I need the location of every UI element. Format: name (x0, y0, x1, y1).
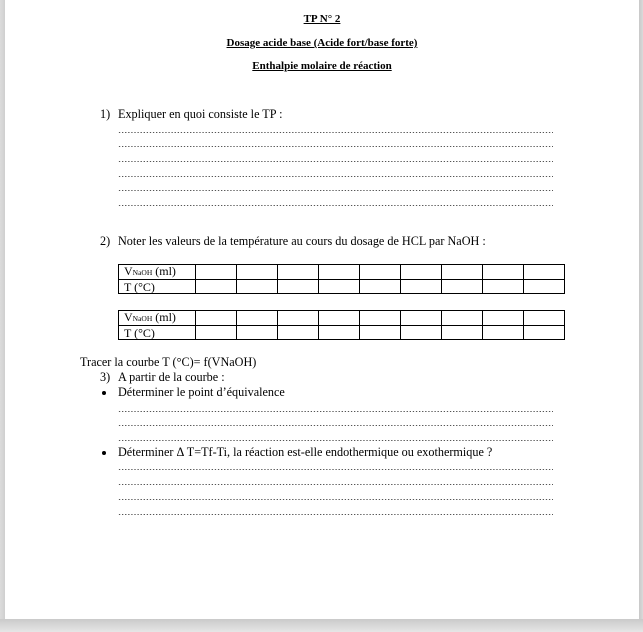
table-cell[interactable] (360, 265, 401, 280)
table-cell[interactable] (237, 311, 278, 326)
measurement-table-2 (118, 310, 565, 340)
table-cell[interactable] (196, 326, 237, 340)
table-cell[interactable] (319, 326, 360, 340)
table-cell[interactable] (442, 280, 483, 294)
table-row-volume (119, 311, 565, 326)
table-cell[interactable] (196, 311, 237, 326)
table-cell[interactable] (524, 326, 565, 340)
table-cell[interactable] (319, 311, 360, 326)
measurement-table-1 (118, 264, 565, 294)
table-cell[interactable] (524, 265, 565, 280)
answer-line[interactable] (118, 161, 553, 162)
table-cell[interactable] (278, 311, 319, 326)
table-row-temperature (119, 280, 565, 294)
table-cell[interactable] (483, 311, 524, 326)
table-cell[interactable] (524, 311, 565, 326)
answer-line[interactable] (118, 411, 553, 412)
temperature-label: T (°C) (119, 326, 196, 340)
volume-label-main: V (124, 310, 133, 324)
answer-line[interactable] (118, 440, 553, 441)
answer-line[interactable] (118, 176, 553, 177)
table-cell[interactable] (360, 311, 401, 326)
table-row-temperature (119, 326, 565, 340)
table-cell[interactable] (237, 265, 278, 280)
bullet-icon (102, 391, 106, 395)
answer-line[interactable] (118, 146, 553, 147)
volume-label-subscript: NaOH (132, 314, 153, 323)
answer-line[interactable] (118, 469, 553, 470)
answer-line[interactable] (118, 425, 553, 426)
question-1-text: Expliquer en quoi consiste le TP : (118, 107, 283, 121)
table-cell[interactable] (278, 326, 319, 340)
bullet-1-text: Déterminer le point d’équivalence (118, 385, 285, 399)
bullet-icon (102, 451, 106, 455)
question-3-number: 3) (100, 370, 111, 384)
table-cell[interactable] (237, 326, 278, 340)
volume-label-subscript: NaOH (132, 268, 153, 277)
table-cell[interactable] (401, 265, 442, 280)
question-2-number: 2) (100, 234, 111, 248)
table-cell[interactable] (319, 265, 360, 280)
temperature-label: T (°C) (119, 280, 196, 294)
table-cell[interactable] (401, 280, 442, 294)
table-cell[interactable] (442, 326, 483, 340)
volume-label-unit: (ml) (152, 264, 176, 278)
table-cell[interactable] (360, 326, 401, 340)
answer-line[interactable] (118, 190, 553, 191)
question-3-text: A partir de la courbe : (118, 370, 225, 384)
question-1-number: 1) (100, 107, 111, 121)
table-cell[interactable] (524, 280, 565, 294)
viewer-right-edge (639, 0, 643, 632)
table-cell[interactable] (360, 280, 401, 294)
answer-line[interactable] (118, 205, 553, 206)
document-subtitle: Dosage acide base (Acide fort/base forte) (226, 37, 418, 49)
table-cell[interactable] (278, 280, 319, 294)
answer-line[interactable] (118, 514, 553, 515)
document-subtitle-2: Enthalpie molaire de réaction (252, 60, 392, 72)
volume-label-unit: (ml) (152, 310, 176, 324)
document-page (5, 0, 639, 619)
table-cell[interactable] (401, 311, 442, 326)
table-cell[interactable] (278, 265, 319, 280)
table-cell[interactable] (483, 280, 524, 294)
table-cell[interactable] (442, 311, 483, 326)
answer-line[interactable] (118, 499, 553, 500)
table-cell[interactable] (237, 280, 278, 294)
table-cell[interactable] (442, 265, 483, 280)
table-cell[interactable] (196, 280, 237, 294)
bullet-2-text: Déterminer Δ T=Tf-Ti, la réaction est-elle endothermique ou exothermique ? (118, 445, 493, 459)
table-row-volume (119, 265, 565, 280)
table-cell[interactable] (483, 326, 524, 340)
answer-line[interactable] (118, 132, 553, 133)
volume-label-main: V (124, 264, 133, 278)
volume-label (119, 265, 196, 280)
table-cell[interactable] (401, 326, 442, 340)
table-cell[interactable] (196, 265, 237, 280)
document-title: TP N° 2 (303, 13, 341, 25)
volume-label (119, 311, 196, 326)
table-cell[interactable] (483, 265, 524, 280)
question-2-text: Noter les valeurs de la température au cours du dosage de HCL par NaOH : (118, 234, 486, 248)
viewer-bottom-edge (0, 619, 643, 632)
table-cell[interactable] (319, 280, 360, 294)
trace-curve-instruction: Tracer la courbe T (°C)= f(VNaOH) (80, 355, 257, 369)
answer-line[interactable] (118, 484, 553, 485)
